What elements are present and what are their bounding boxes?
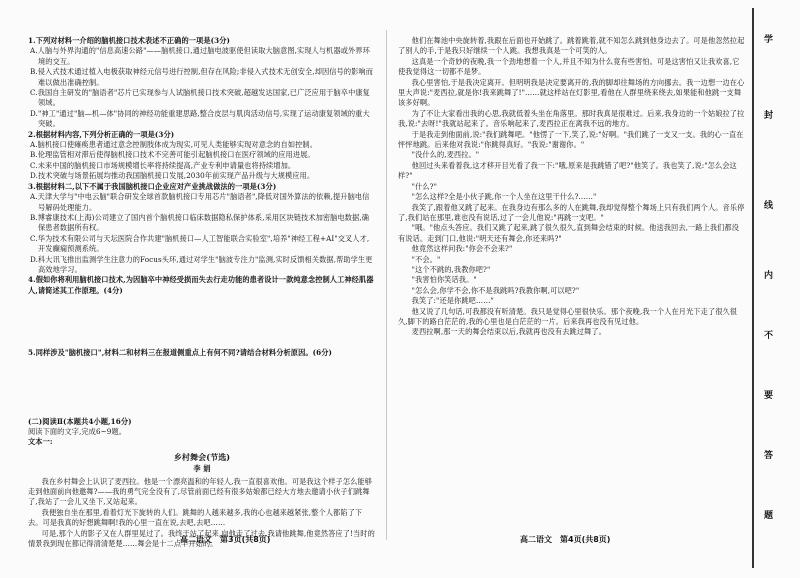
binding-strip [752, 8, 788, 568]
question-stem: 1.下列对材料一介绍的脑机接口技术表述不正确的一项是(3分) [28, 36, 230, 45]
passage-paragraph: "我害怕你笑话我。" [411, 275, 477, 285]
binding-char: 封 [764, 111, 774, 121]
answer-space[interactable] [28, 296, 376, 348]
question-option: A.脑机接口使瘫痪患者通过意念控制肢体成为现实,可见人类能够实现对意念的自如控制。 [30, 140, 317, 150]
question-option: C.华为技术有限公司与天坛医院合作共建"脑机接口—人工智能联合实验室",培养"神经工程+AI"交叉人才,开发癫痫预测系统。 [30, 233, 370, 254]
left-column [28, 36, 376, 549]
passage-paragraph: "这个不跳的,我教你吧?" [411, 264, 491, 274]
binding-char: 线 [764, 201, 774, 211]
binding-char: 题 [764, 511, 774, 521]
passage-paragraph: 可是,那个人的影子又在人群里晃过了。我终于站了起来,向他走了过去,我请他跳舞,他竟然答应了!当时的情景我到现在都记得清清楚楚……舞会是十二点半开始的。 [28, 528, 375, 549]
question-option: A.人脑与外界沟通的"信息高速公路"——脑机接口,通过脑电波驱使但读取大脑意图,实现人与机器或外界环境的交互。 [30, 46, 370, 66]
passage-paragraph: 麦西拉啊,那一天的舞会结束以后,我就再也没有去跳过舞了。 [411, 327, 606, 337]
question-option: C.我国自主研发的"脑语者"芯片已实现参与人试脑机接口技术突破,超越发达国家,已广泛应用于脑卒中康复领域。 [30, 88, 370, 108]
passage-paragraph: 他竟然这样问我:"你会不会来?" [411, 244, 513, 254]
passage-paragraph: "怎么会,你学不会,你不是我跳吗?我教你啊,可以吧?" [411, 285, 580, 295]
passage-paragraph: "什么?" [411, 181, 438, 191]
passage-paragraph: "哦。"他点头答应。我们又跳了起来,跳了很久很久,直到舞会结束的时候。他送我回去,一路上我们都没有说话。走到门口,他说:"明天还有舞会,你还来吗?" [398, 223, 740, 243]
question-option: B.侵入式技术通过植入电极获取神经元信号进行控制,但存在风险;非侵入式技术无创安全,却因信号的影响而难以做出准确控制。 [30, 67, 373, 87]
passage-paragraph: 于是我走到他面前,说:"我们跳舞吧。"他愣了一下,笑了,说:"好啊。"我们跳了一支又一支。我的心一直在怦怦地跳。后来他对我说:"你跳得真好。"我说:"谢谢你。" [398, 129, 744, 150]
question-1 [28, 36, 376, 130]
passage-paragraph: "怎么这样?全是小伙子跳,你一个人坐在这里干什么?……" [411, 192, 597, 202]
binding-char: 学 [764, 35, 774, 45]
binding-char: 答 [764, 451, 774, 461]
answer-space[interactable] [28, 359, 376, 411]
question-3 [28, 182, 376, 276]
right-column [398, 36, 746, 338]
question-2 [28, 130, 376, 182]
passage-body-right [398, 36, 746, 338]
passage-paragraph: "不会。" [411, 254, 441, 264]
question-stem: 3.根据材料二,以下不属于我国脑机接口企业应对产业挑战做法的一项是(3分) [28, 181, 277, 191]
page-footer-right: 高二语文 第4页(共8页) [520, 535, 611, 544]
passage-paragraph: 我心里害怕,于是我决定离开。但明明我是决定要离开的,我的脚却往舞场的方向挪去。我一边想一边在心里大声说:"麦西拉,就是你!我来跳舞了!"……就这样站在灯影里,看他在人群里绕来绕去,如果能和他跳一支舞该多好啊。 [398, 77, 745, 108]
passage-paragraph: 我笑了,跟着他又跳了起来。在我身边有那么多的人在跳舞,我却觉得整个舞场上只有我们两个人。音乐停了,我们站在那里,谁也没有说话,过了一会儿他说:"再跳一支吧。" [398, 202, 745, 222]
passage-paragraph: 他又说了几句话,可我都没有听清楚。我只是觉得心里很快乐。那个夜晚,我一个人在月光下走了很久很久,脚下的路白茫茫的,我的心里也是白茫茫的一片。后来我再也没有见过他。 [398, 306, 738, 326]
section-heading: (二)阅读Ⅱ(本题共4小题,16分) [28, 416, 132, 426]
passage-paragraph: 我在乡村舞会上认识了麦西拉。他是一个漂亮温和的年轻人,我一直很喜欢他。可是我这个样子怎么能够走到他面前向他邀舞?——我的勇气完全没有了,尽管前面已经有很多姑娘都已经大方地去邀请小伙子们跳舞了,我站了一会儿又坐下,又站起来。 [28, 476, 372, 507]
question-option: D."神工"通过"脑—机—体"协同的神经功能重建思路,整合皮层与肌肉活动信号,实现了运动康复领域的重大突破。 [30, 108, 370, 129]
passage-paragraph: 他们在舞池中央旋转着,我跟在后面也开始跳了。跳着跳着,就不知怎么跳到他身边去了。可是他忽然拉起了别人的手,于是我只好继续一个人跳。我想我真是一个可笑的人。 [398, 36, 745, 56]
passage-paragraph: 这真是一个奇妙的夜晚,我一个劲地想着一个人,并且不知为什么竟有些害怕。可是这害怕又让我欢喜,它使我觉得这一切都不是梦。 [398, 56, 740, 77]
page-footer-left: 高二语文 第3页(共8页) [180, 535, 271, 544]
binding-char: 内 [764, 271, 774, 281]
passage-paragraph: 我便独自坐在那里,看着灯光下旋转的人们。跳舞的人越来越多,我的心也越来越紧张,整个人都陷了下去。可是我真的好想跳舞啊!我的心里一直在说,去吧,去吧…… [28, 507, 363, 528]
passage-paragraph: 我笑了:"还是你跳吧……" [411, 296, 494, 306]
question-option: A.天津大学与"中电云脑"联合研发全球首款脑机接口专用芯片"脑语者",降低对国外算法的依赖,提升脑电信号解码处理能力。 [30, 192, 370, 212]
passage-paragraph: 他回过头来看着我,这才移开目光看了我一下:"哦,原来是我跳错了吧?"他笑了。我也笑了,说:"怎么会这样?" [398, 160, 737, 181]
column-divider [386, 30, 387, 540]
passage-paragraph: 为了不让大家看出我的心思,我就低着头坐在角落里。那时我真是很难过。后来,我身边的一个姑娘拉了拉我,说:"去呀!"我就站起来了。音乐响起来了,麦西拉正在离我不远的地方。 [398, 108, 745, 129]
passage-title: 乡村舞会(节选) [173, 451, 231, 462]
question-stem: 5.同样涉及"脑机接口",材料二和材料三在报道侧重点上有何不同?请结合材料分析原因。(6分) [28, 348, 333, 358]
binding-char: 要 [764, 391, 774, 401]
question-option: B.伦理监管相对滞后使得脑机接口技术不完善可能引起脑机接口在医疗领域的应用进展。 [30, 150, 315, 160]
question-option: D.技术突破与场景拓展均推动我国脑机接口发展,2030年前实现产品升级与大规模应用。 [30, 171, 315, 181]
question-5 [28, 348, 376, 410]
question-stem: 4.假如你将利用脑机接口技术,为因脑卒中神经受损而失去行走功能的患者设计一款纯意念控制人工神经肌器人,请简述其工作原理。(4分) [28, 275, 374, 295]
question-4 [28, 275, 376, 348]
question-option: B.博睿康技术(上海)公司建立了国内首个脑机接口临床数据隐私保护体系,采用区块链技术加密脑电数据,确保患者数据所有权。 [30, 212, 369, 233]
text-label: 文本一: [28, 437, 53, 447]
binding-char: 不 [764, 331, 774, 341]
section-instruction: 阅读下面的文字,完成6~9题。 [28, 426, 127, 436]
passage-paragraph: "没什么的,麦西拉。" [411, 150, 480, 160]
passage-author: 李 娟 [193, 464, 211, 474]
question-option: C.未来中国的脑机接口市场规模增长率将持续提高,产业专利申请量也将持续增加。 [30, 160, 296, 170]
question-option: D.科大讯飞推出监测学生注意力的Focus头环,通过对学生"脑波专注力"监测,实时反馈相关数据,帮助学生更高效地学习。 [30, 254, 373, 274]
question-stem: 2.根据材料内容,下列分析正确的一项是(3分) [28, 129, 175, 139]
question-list [28, 36, 376, 411]
